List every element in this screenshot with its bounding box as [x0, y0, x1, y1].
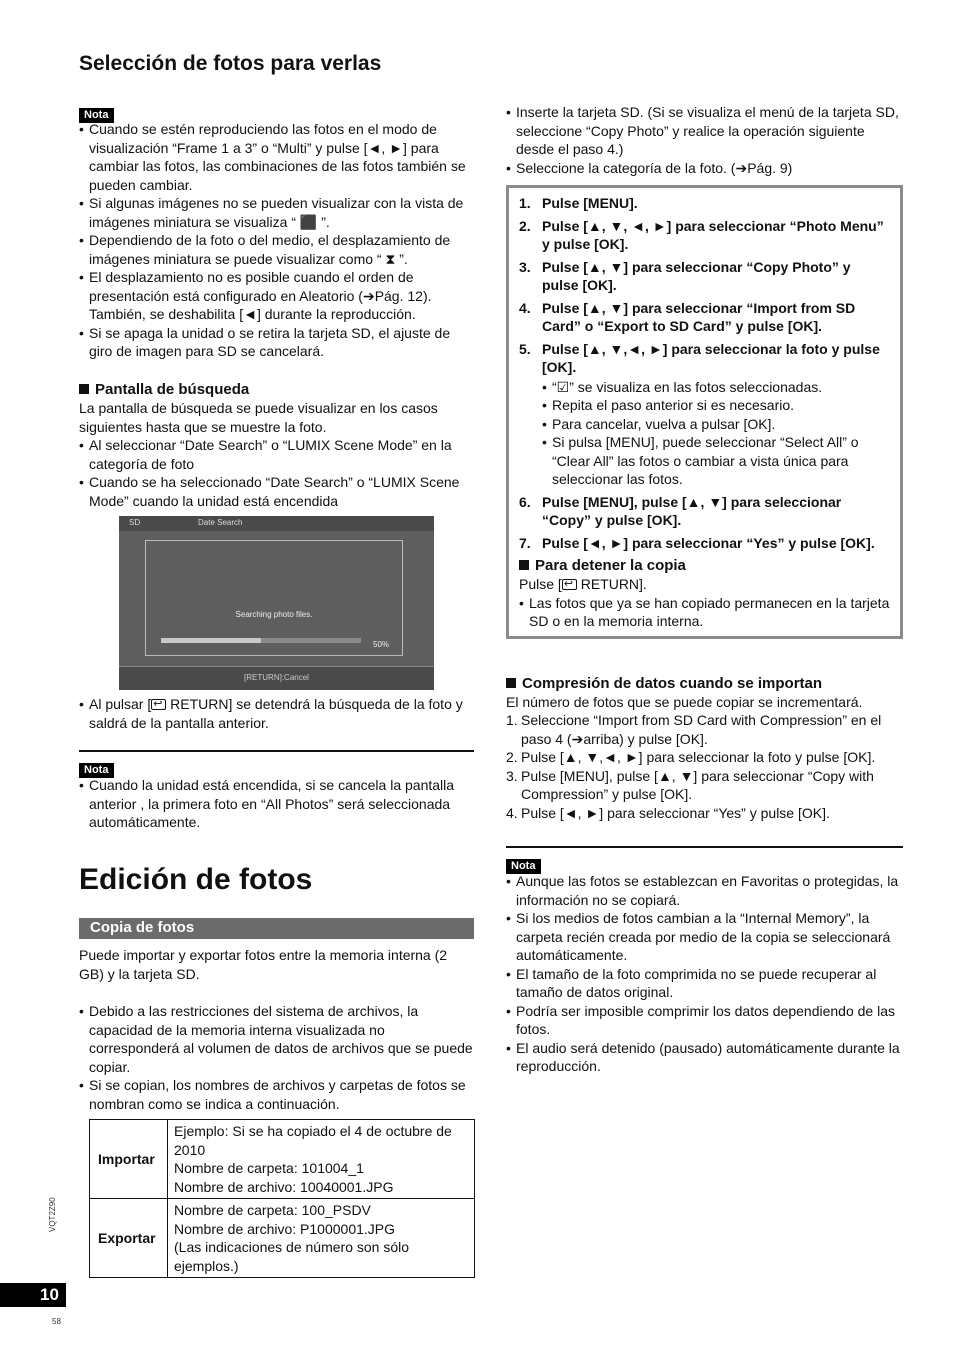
nota-label: Nota: [79, 108, 114, 123]
progress-bar: [161, 638, 361, 643]
progress-fill: [161, 638, 261, 643]
screen-message: Searching photo files.: [235, 610, 313, 619]
square-bullet-icon: [519, 560, 529, 570]
nota-label: Nota: [79, 763, 114, 778]
list-item: • El tamaño de la foto comprimida no se puede recuperar al tamaño de datos original.: [506, 965, 906, 1002]
document-code: VQT2Z90: [48, 1197, 57, 1232]
nota2-list: [79, 776, 477, 832]
compress-heading: Compresión de datos cuando se importan: [506, 674, 822, 693]
list-item: • Cuando la unidad está encendida, si se cancela la pantalla anterior , la primera foto en “All Photos” será seleccionada automáticamente.: [79, 776, 477, 832]
list-item: • El desplazamiento no es posible cuando el orden de presentación está configurado en Aleatorio (➔Pág. 12). También, se deshabilita [◄] durante la reproducción.: [79, 268, 474, 324]
search-intro: La pantalla de búsqueda se puede visualizar en los casos siguientes hasta que se muestre la foto.: [79, 400, 438, 435]
step-item: 5. Pulse [▲, ▼,◄, ►] para seleccionar la foto y pulse [OK]. • “☑” se visualiza en las fotos seleccionadas. • Repita el paso anterior si es necesario. • Para cancelar, vuelva a pulsar [OK]. • Si pulsa [MENU], puede seleccionar “Select All” o “Clear All” las fotos o cambiar a vista única para seleccionar las fotos.: [519, 340, 890, 489]
steps-list: [519, 194, 890, 552]
list-item: • “☑” se visualiza en las fotos seleccionadas.: [542, 378, 890, 397]
list-item: • Dependiendo de la foto o del medio, el desplazamiento de imágenes miniatura se puede visualizar como “ ⧗ ”.: [79, 231, 474, 268]
list-item: • El audio será detenido (pausado) automáticamente durante la reproducción.: [506, 1039, 906, 1076]
step5-sublist: [542, 378, 890, 489]
return-list: [79, 695, 474, 732]
nota1-list: [79, 120, 474, 361]
search-heading: Pantalla de búsqueda: [79, 380, 249, 399]
step-item: 2. Pulse [▲, ▼, ◄, ►] para seleccionar “Photo Menu” y pulse [OK].: [519, 217, 884, 252]
edit-title: Edición de fotos: [79, 863, 313, 896]
square-bullet-icon: [506, 678, 516, 688]
copy-list: [79, 1002, 474, 1113]
list-item: • Las fotos que ya se han copiado permanecen en la tarjeta SD o en la memoria interna.: [519, 594, 890, 631]
search-list: [79, 436, 474, 510]
table-row: [90, 1120, 475, 1199]
list-item: 1. Seleccione “Import from SD Card with Compression” en el paso 4 (➔arriba) y pulse [OK].: [506, 712, 882, 747]
screen-footer: [RETURN]:Cancel: [119, 666, 434, 690]
list-item: • Al seleccionar “Date Search” o “LUMIX Scene Mode” en la categoría de foto: [79, 436, 474, 473]
pre-steps-list: [506, 103, 903, 177]
screen-title: Date Search: [198, 518, 243, 527]
step-item: 7. Pulse [◄, ►] para seleccionar “Yes” y pulse [OK].: [519, 534, 875, 551]
section-title: Selección de fotos para verlas: [79, 52, 382, 75]
list-item: • Seleccione la categoría de la foto. (➔Pág. 9): [506, 159, 903, 178]
list-item: 2. Pulse [▲, ▼,◄, ►] para seleccionar la foto y pulse [OK].: [506, 749, 876, 765]
table-head: Exportar: [90, 1199, 168, 1278]
step-item: 1. Pulse [MENU].: [519, 195, 638, 211]
screen-topbar: [119, 516, 434, 531]
return-icon: [562, 579, 577, 590]
list-item: • Repita el paso anterior si es necesario.: [542, 396, 890, 415]
step-item: 3. Pulse [▲, ▼] para seleccionar “Copy Photo” y pulse [OK].: [519, 258, 851, 293]
square-bullet-icon: [79, 384, 89, 394]
step-item: 6. Pulse [MENU], pulse [▲, ▼] para seleccionar “Copy” y pulse [OK].: [519, 493, 842, 528]
list-item: • Cuando se ha seleccionado “Date Search” o “LUMIX Scene Mode” cuando la unidad está encendida: [79, 473, 474, 510]
list-item: • Si se apaga la unidad o se retira la tarjeta SD, el ajuste de giro de imagen para SD se cancelará.: [79, 324, 474, 361]
copy-intro: Puede importar y exportar fotos entre la memoria interna (2 GB) y la tarjeta SD.: [79, 947, 448, 982]
list-item: 3. Pulse [MENU], pulse [▲, ▼] para seleccionar “Copy with Compression” y pulse [OK].: [506, 767, 874, 802]
copy-section-bar: Copia de fotos: [79, 918, 474, 939]
page-number: 10: [0, 1283, 66, 1307]
stop-heading: Para detener la copia: [519, 556, 890, 575]
list-item: • Cuando se estén reproduciendo las fotos en el modo de visualización “Frame 1 a 3” o “Multi” y pulse [◄, ►] para cambiar las fotos, las combinaciones de las fotos también se pueden cambiar.: [79, 120, 474, 194]
return-icon: [151, 699, 166, 710]
step-item: 4. Pulse [▲, ▼] para seleccionar “Import from SD Card” o “Export to SD Card” y pulse [OK].: [519, 299, 856, 334]
compress-intro: El número de fotos que se puede copiar se incrementará.: [506, 694, 863, 710]
list-item: • Aunque las fotos se establezcan en Favoritas o protegidas, la información no se copiará.: [506, 872, 906, 909]
list-item: • Al pulsar [↩ RETURN] se detendrá la búsqueda de la foto y saldrá de la pantalla anterior.: [79, 695, 474, 732]
list-item: 4. Pulse [◄, ►] para seleccionar “Yes” y pulse [OK].: [506, 804, 830, 821]
list-item: • Inserte la tarjeta SD. (Si se visualiza el menú de la tarjeta SD, seleccione “Copy Photo” y realice la operación siguiente desde el paso 4.): [506, 103, 903, 159]
table-row: [90, 1199, 475, 1278]
screen-corner-label: SD: [129, 518, 141, 527]
naming-table: [89, 1119, 475, 1278]
table-head: Importar: [90, 1120, 168, 1199]
small-page-number: 58: [52, 1317, 61, 1326]
divider: [506, 846, 903, 848]
table-cell: Nombre de carpeta: 100_PSDV Nombre de archivo: P1000001.JPG (Las indicaciones de número son sólo ejemplos.): [168, 1199, 475, 1278]
list-item: • Si se copian, los nombres de archivos y carpetas de fotos se nombran como se indica a continuación.: [79, 1076, 474, 1113]
divider: [79, 750, 474, 752]
list-item: • Si los medios de fotos cambian a la “Internal Memory”, la carpeta recién creada por medio de la copia se seleccionará automáticamente.: [506, 909, 906, 965]
table-cell: Ejemplo: Si se ha copiado el 4 de octubre de 2010 Nombre de carpeta: 101004_1 Nombre de archivo: 10040001.JPG: [168, 1120, 475, 1199]
nota3-list: [506, 872, 906, 1076]
compress-steps: [506, 711, 906, 822]
progress-percent: 50%: [373, 640, 390, 649]
list-item: • Para cancelar, vuelva a pulsar [OK].: [542, 415, 890, 434]
copy-steps-box: [506, 185, 903, 639]
stop-line: Pulse [↩ RETURN].: [519, 575, 890, 594]
list-item: • Si pulsa [MENU], puede seleccionar “Select All” o “Clear All” las fotos o cambiar a vista única para seleccionar las fotos.: [542, 433, 890, 489]
list-item: • Debido a las restricciones del sistema de archivos, la capacidad de la memoria interna visualizada no corresponderá al volumen de datos de archivos que se puede copiar.: [79, 1002, 474, 1076]
nota-label: Nota: [506, 859, 541, 874]
stop-list: [519, 594, 890, 631]
search-screen-illustration: [119, 516, 434, 690]
list-item: • Podría ser imposible comprimir los datos dependiendo de las fotos.: [506, 1002, 906, 1039]
list-item: • Si algunas imágenes no se pueden visualizar con la vista de imágenes miniatura se visualiza “ ⬛ ”.: [79, 194, 474, 231]
